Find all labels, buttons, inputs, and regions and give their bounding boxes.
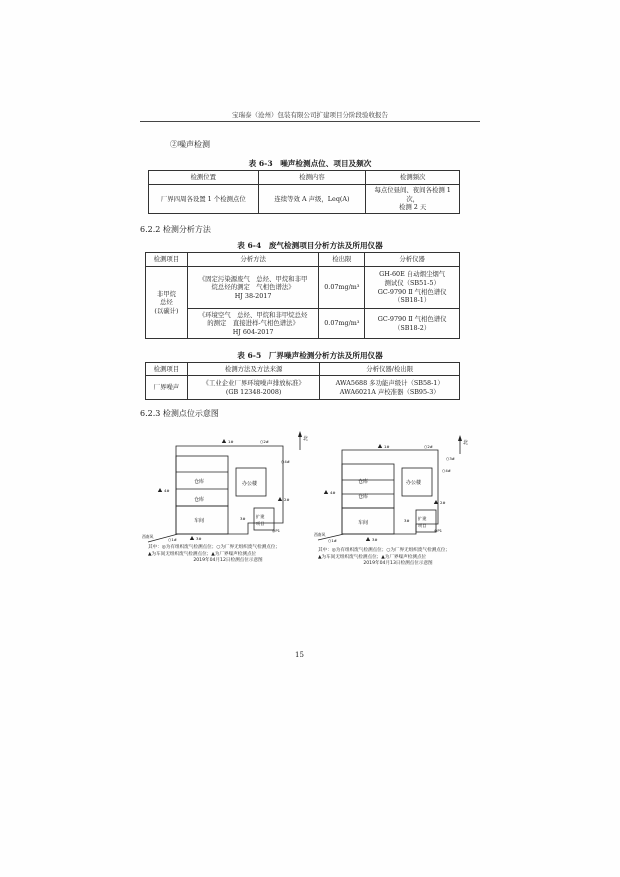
table-6-5 — [145, 362, 460, 400]
legend-line: 其中：◎为有组织废气检测点位；○为厂界无组织废气检测点位； — [148, 545, 281, 550]
north-arrow — [298, 431, 302, 437]
table-header-cell: 分析方法 — [187, 253, 318, 267]
site-diagram-left — [138, 428, 308, 546]
table-6-4 — [145, 252, 460, 339]
warehouse-label: 仓库 — [358, 494, 369, 500]
road-label: 西南风 — [314, 532, 326, 537]
cell-line: 《工业企业厂界环境噪声排放标准》 — [202, 378, 305, 387]
table-header-cell: 检测方法及方法来源 — [187, 363, 320, 376]
site-map — [312, 432, 482, 550]
table-cell: 0.07mg/m³ — [319, 309, 365, 339]
cell-line: 非甲烷 — [156, 289, 177, 298]
cell-line: GH-60E 自动烟尘烟气 — [379, 270, 446, 279]
expansion-block — [254, 508, 274, 530]
noise-point: 1# — [384, 444, 390, 449]
factory-boundary — [176, 446, 283, 534]
air-point: ○2# — [424, 444, 433, 449]
noise-marker-icon — [378, 444, 382, 448]
air-point: 3# — [240, 516, 246, 521]
table-header-cell: 检出限 — [319, 253, 365, 267]
cell-line: (GB 12348-2008) — [225, 387, 282, 396]
factory-boundary — [342, 450, 438, 534]
running-header: 宝瑞泰（沧州）包装有限公司扩建项目分阶段验收报告 — [232, 111, 388, 119]
legend-line: ▲为车间无组织废气检测点位；▲为厂界噪声检测点位 — [148, 551, 257, 557]
workshop-label: 车间 — [194, 518, 205, 524]
air-point: ○3# — [446, 456, 455, 461]
cell-line: 检测 2 天 — [398, 203, 427, 212]
table-header-cell: 分析仪器 — [365, 253, 460, 267]
header-rule — [140, 121, 480, 122]
table-cell — [366, 185, 460, 214]
expansion-block — [416, 510, 436, 532]
workshop-label: 车间 — [358, 520, 369, 526]
noise-point: 3# — [372, 537, 378, 542]
cell-line: GC-9790 Ⅱ 气相色谱仪 — [377, 314, 447, 323]
table-cell: 厂界噪声 — [146, 376, 188, 400]
cell-line: AWA6021A 声校准器（SB95-3） — [339, 387, 440, 396]
noise-marker-icon — [366, 537, 370, 541]
table-header-cell: 检测内容 — [258, 171, 366, 185]
table-6-3-caption: 表 6-3 噪声检测点位、项目及频次 — [248, 159, 372, 168]
expansion-label: 项目 — [418, 523, 427, 528]
stack-point: ◎P1 — [272, 528, 281, 533]
cell-line: 每点位昼间、夜间各检测 1 次， — [374, 186, 451, 203]
legend-line: 其中：◎为有组织废气检测点位；○为厂界无组织废气检测点位； — [318, 548, 451, 553]
cell-line: 《环境空气 总烃、甲烷和非甲烷总烃 — [198, 310, 308, 319]
diagram-legend-left — [148, 545, 308, 565]
warehouse-label: 仓库 — [358, 479, 369, 485]
air-point: ○1# — [328, 538, 337, 543]
cell-line: GC-9790 Ⅱ 气相色谱仪 — [377, 287, 447, 296]
cell-line: （SB18-2） — [394, 323, 431, 332]
noise-marker-icon — [434, 500, 438, 504]
warehouse-label: 仓库 — [194, 479, 205, 485]
cell-line: 测试仪（SB51-5） — [384, 278, 440, 287]
expansion-label: 扩建 — [418, 516, 427, 521]
table-header-cell: 检测频次 — [366, 171, 460, 185]
noise-marker-icon — [190, 536, 194, 540]
noise-marker-icon — [158, 488, 162, 492]
air-point: ○4# — [281, 459, 290, 464]
table-cell — [365, 267, 460, 309]
noise-marker-icon — [324, 490, 328, 494]
warehouse-label: 仓库 — [194, 497, 205, 503]
table-header-cell: 检测项目 — [146, 253, 188, 267]
table-cell: 连续等效 A 声级，Leq(A) — [258, 185, 366, 214]
north-arrow — [458, 435, 462, 441]
noise-point: 1# — [228, 439, 234, 444]
cell-line: HJ 38-2017 — [234, 291, 272, 300]
site-map — [138, 428, 308, 546]
noise-point: 3# — [196, 536, 202, 541]
expansion-label: 扩建 — [256, 514, 265, 519]
table-cell — [187, 267, 318, 309]
noise-marker-icon — [222, 439, 226, 443]
cell-line: (以碳计) — [154, 306, 179, 315]
legend-line: ▲为车间无组织废气检测点位；▲为厂界噪声检测点位 — [318, 554, 427, 560]
table-cell: 0.07mg/m³ — [319, 267, 365, 309]
diagram-legend-right — [318, 548, 478, 568]
table-cell — [146, 267, 188, 339]
site-diagram-right — [312, 432, 482, 550]
noise-point: 2# — [284, 497, 290, 502]
cell-line: HJ 604-2017 — [232, 327, 274, 336]
noise-point: 4# — [330, 490, 336, 495]
table-header-cell: 检测项目 — [146, 363, 188, 376]
legend-caption: 2019年04月12日检测点位示意图 — [193, 558, 263, 564]
cell-line: AWA5688 多功能声级计（SB58-1） — [335, 378, 444, 387]
noise-point: 4# — [164, 488, 170, 493]
cell-line: 的测定 直接进样-气相色谱法》 — [207, 319, 299, 328]
section-heading: 6.2.3 检测点位示意图 — [140, 409, 219, 418]
table-cell: 厂界四周各设置 1 个检测点位 — [149, 185, 259, 214]
office-label: 办公楼 — [406, 480, 422, 486]
air-point: 3# — [404, 518, 410, 523]
page-number: 15 — [295, 651, 304, 659]
table-header-cell: 检测位置 — [149, 171, 259, 185]
air-point: ○2# — [260, 439, 269, 444]
noise-marker-icon — [278, 497, 282, 501]
north-label: 北 — [463, 440, 469, 446]
air-point: ○4# — [442, 468, 451, 473]
stack-point: ◎P1 — [434, 528, 443, 533]
road-label: 西南风 — [142, 534, 154, 539]
table-header-cell: 分析仪器/检出限 — [320, 363, 460, 376]
legend-caption: 2019年04月13日检测点位示意图 — [363, 561, 433, 567]
section-heading: 6.2.2 检测分析方法 — [140, 225, 211, 234]
table-6-3 — [148, 170, 460, 214]
office-label: 办公楼 — [242, 481, 258, 487]
table-cell — [187, 309, 318, 339]
noise-section-title: ②噪声检测 — [170, 140, 210, 149]
noise-point: 2# — [440, 500, 446, 505]
table-6-4-caption: 表 6-4 废气检测项目分析方法及所用仪器 — [237, 241, 383, 250]
table-cell — [320, 376, 460, 400]
cell-line: 总烃 — [160, 298, 173, 307]
table-cell — [187, 376, 320, 400]
warehouse-block — [342, 464, 394, 508]
table-6-5-caption: 表 6-5 厂界噪声检测分析方法及所用仪器 — [237, 351, 383, 360]
expansion-label: 项目 — [256, 521, 265, 526]
table-cell — [365, 309, 460, 339]
north-label: 北 — [303, 436, 308, 442]
cell-line: 烷总烃的测定 气相色谱法》 — [211, 283, 295, 292]
air-point: ○1# — [168, 537, 177, 542]
cell-line: 《固定污染源废气 总烃、甲烷和非甲 — [198, 274, 308, 283]
cell-line: （SB18-1） — [394, 296, 431, 305]
